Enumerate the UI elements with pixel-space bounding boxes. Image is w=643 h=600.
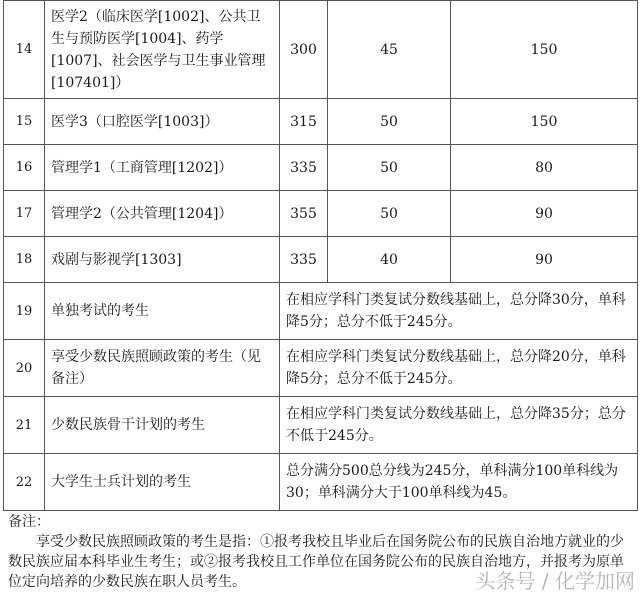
discipline-name: 医学2（临床医学[1002]、公共卫生与预防医学[1004]、药学[1007]、社会医学与卫生事业管理[107401]）: [45, 1, 280, 99]
row-number: 15: [4, 99, 45, 145]
candidate-category: 少数民族骨干计划的考生: [45, 397, 280, 454]
candidate-category: 单独考试的考生: [45, 283, 280, 340]
single-subject-score-1: 40: [328, 237, 451, 283]
score-table: [3, 0, 638, 511]
watermark: 头条号 / 化学加网: [475, 569, 635, 593]
discipline-name: 戏剧与影视学[1303]: [45, 237, 280, 283]
table-row: [4, 397, 638, 454]
discipline-name: 医学3（口腔医学[1003]）: [45, 99, 280, 145]
score-rule: 在相应学科门类复试分数线基础上，总分降35分；总分不低于245分。: [280, 397, 638, 454]
table-row: [4, 145, 638, 191]
table-row: [4, 283, 638, 340]
row-number: 18: [4, 237, 45, 283]
single-subject-score-2: 150: [451, 99, 638, 145]
score-rule: 在相应学科门类复试分数线基础上，总分降20分，单科降5分；总分不低于245分。: [280, 340, 638, 397]
notes-body: 享受少数民族照顾政策的考生是指：①报考我校且毕业后在国务院公布的民族自治地方就业的少数民族应届本科毕业生考生；或②报考我校且工作单位在国务院公布的民族自治地方，并报考为原单位定向培养的少数民族在职人员考生。: [8, 534, 624, 590]
table-row: [4, 237, 638, 283]
candidate-category: 享受少数民族照顾政策的考生（见备注）: [45, 340, 280, 397]
single-subject-score-1: 45: [328, 1, 451, 99]
total-score: 335: [280, 237, 328, 283]
notes-heading: 备注：: [8, 514, 50, 530]
row-number: 14: [4, 1, 45, 99]
row-number: 16: [4, 145, 45, 191]
row-number: 17: [4, 191, 45, 237]
single-subject-score-1: 50: [328, 99, 451, 145]
table-row: [4, 454, 638, 511]
row-number: 20: [4, 340, 45, 397]
single-subject-score-2: 90: [451, 237, 638, 283]
single-subject-score-2: 80: [451, 145, 638, 191]
total-score: 315: [280, 99, 328, 145]
total-score: 335: [280, 145, 328, 191]
candidate-category: 大学生士兵计划的考生: [45, 454, 280, 511]
table-row: [4, 191, 638, 237]
single-subject-score-2: 90: [451, 191, 638, 237]
discipline-name: 管理学1（工商管理[1202]）: [45, 145, 280, 191]
discipline-name: 管理学2（公共管理[1204]）: [45, 191, 280, 237]
total-score: 300: [280, 1, 328, 99]
table-row: [4, 99, 638, 145]
total-score: 355: [280, 191, 328, 237]
row-number: 19: [4, 283, 45, 340]
table-row: [4, 340, 638, 397]
table-row: [4, 1, 638, 99]
row-number: 22: [4, 454, 45, 511]
single-subject-score-2: 150: [451, 1, 638, 99]
single-subject-score-1: 50: [328, 191, 451, 237]
score-rule: 在相应学科门类复试分数线基础上，总分降30分，单科降5分；总分不低于245分。: [280, 283, 638, 340]
single-subject-score-1: 50: [328, 145, 451, 191]
row-number: 21: [4, 397, 45, 454]
score-rule: 总分满分500总分线为245分，单科满分100单科线为30；单科满分大于100单科线为45。: [280, 454, 638, 511]
